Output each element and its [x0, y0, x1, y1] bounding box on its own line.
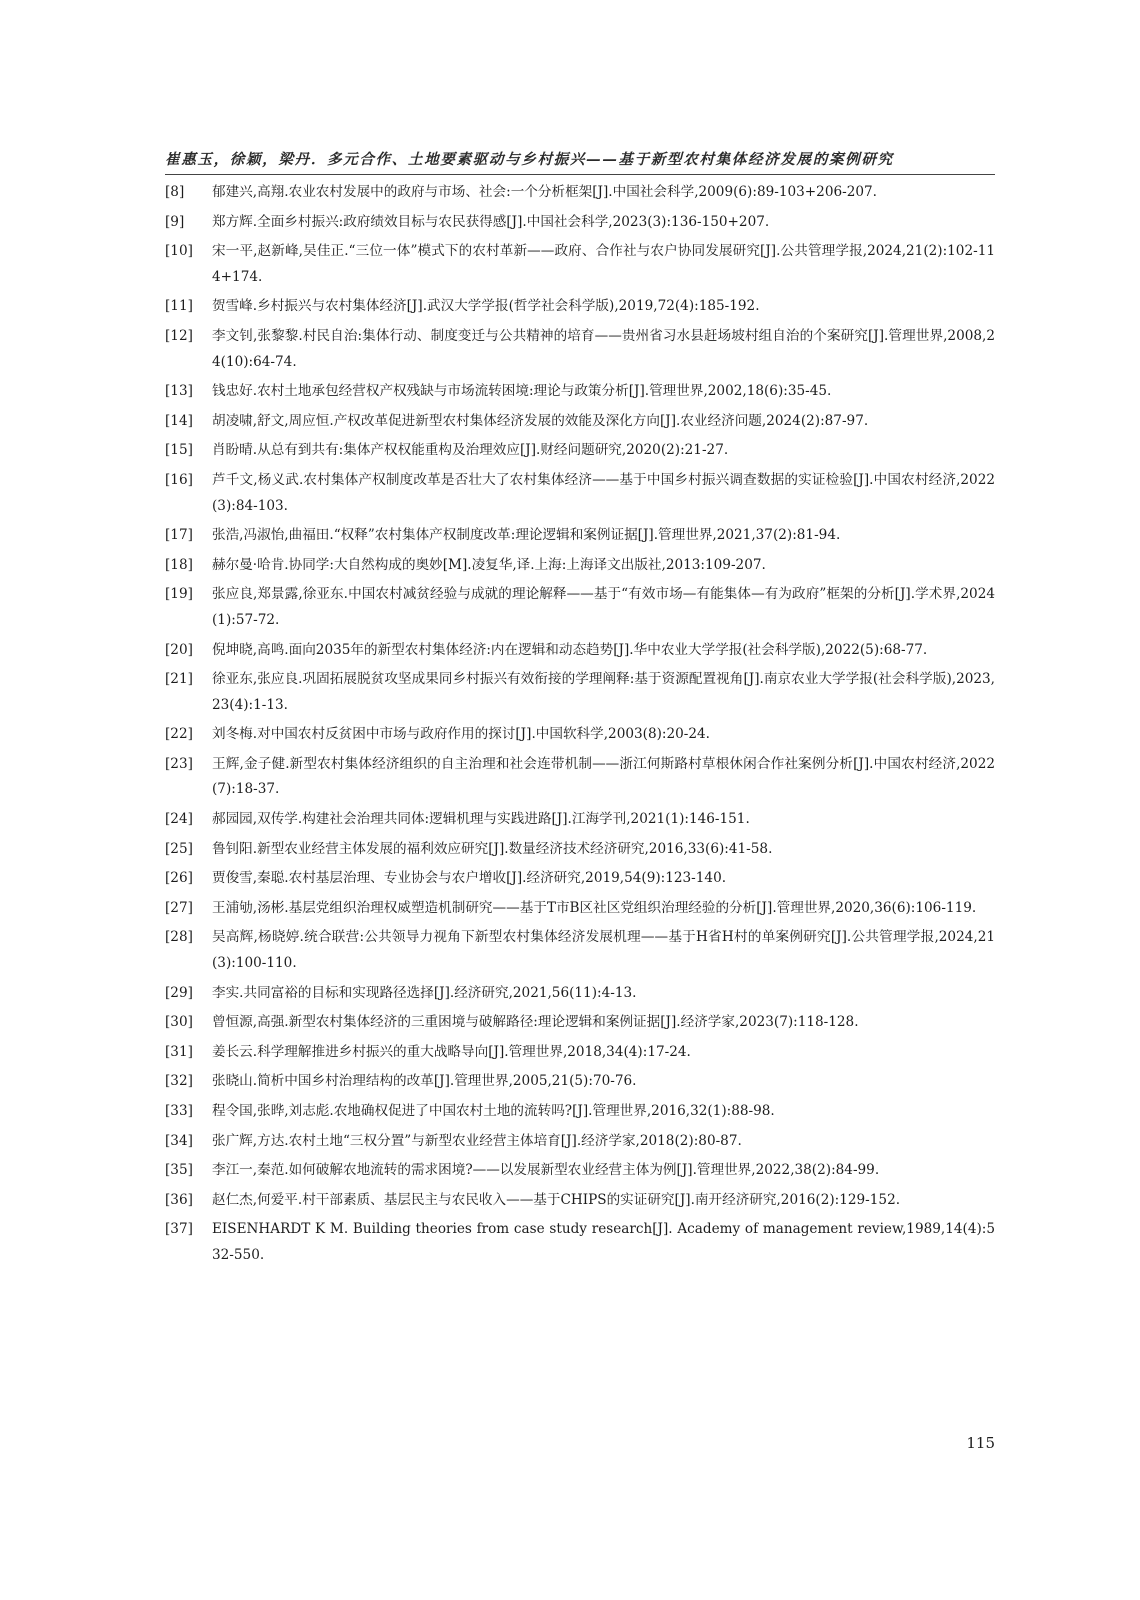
reference-text: 鲁钊阳.新型农业经营主体发展的福利效应研究[J].数量经济技术经济研究,2016,33(6):41-58. — [212, 840, 773, 857]
reference-item — [165, 438, 995, 464]
reference-text: 徐亚东,张应良.巩固拓展脱贫攻坚成果同乡村振兴有效衔接的学理阐释:基于资源配置视角[J].南京农业大学学报(社会科学版),2023,23(4):1-13. — [212, 671, 995, 713]
reference-number: [26] — [165, 870, 193, 887]
reference-number: [31] — [165, 1043, 193, 1060]
reference-text: 宋一平,赵新峰,吴佳正.“三位一体”模式下的农村革新——政府、合作社与农户协同发展研究[J].公共管理学报,2024,21(2):102-114+174. — [212, 243, 995, 285]
reference-item — [165, 667, 995, 718]
reference-text: EISENHARDT K M. Building theories from case study research[J]. Academy of management review,1989,14(4):532-550. — [212, 1221, 995, 1263]
reference-text: 贾俊雪,秦聪.农村基层治理、专业协会与农户增收[J].经济研究,2019,54(9):123-140. — [212, 870, 727, 887]
reference-number: [37] — [165, 1221, 193, 1238]
reference-number: [22] — [165, 726, 193, 743]
reference-number: [36] — [165, 1191, 193, 1208]
reference-number: [28] — [165, 929, 193, 946]
reference-number: [35] — [165, 1162, 193, 1179]
reference-item — [165, 1069, 995, 1095]
reference-text: 姜长云.科学理解推进乡村振兴的重大战略导向[J].管理世界,2018,34(4):17-24. — [212, 1043, 691, 1060]
reference-text: 王辉,金子健.新型农村集体经济组织的自主治理和社会连带机制——浙江何斯路村草根休闲合作社案例分析[J].中国农村经济,2022(7):18-37. — [212, 755, 995, 798]
reference-text: 李实.共同富裕的目标和实现路径选择[J].经济研究,2021,56(11):4-13. — [212, 984, 637, 1001]
reference-item — [165, 638, 995, 664]
reference-item — [165, 896, 995, 922]
reference-text: 张广辉,方达.农村土地“三权分置”与新型农业经营主体培育[J].经济学家,2018(2):80-87. — [212, 1132, 742, 1149]
reference-text: 赫尔曼·哈肯.协同学:大自然构成的奥妙[M].凌复华,译.上海:上海译文出版社,2013:109-207. — [212, 556, 766, 573]
reference-number: [25] — [165, 840, 193, 857]
reference-number: [14] — [165, 412, 193, 429]
reference-item — [165, 722, 995, 748]
reference-number: [19] — [165, 586, 193, 603]
reference-item — [165, 210, 995, 236]
reference-item — [165, 925, 995, 976]
reference-item — [165, 553, 995, 579]
reference-text: 李江一,秦范.如何破解农地流转的需求困境?——以发展新型农业经营主体为例[J].管理世界,2022,38(2):84-99. — [212, 1162, 880, 1179]
reference-number: [29] — [165, 984, 193, 1001]
reference-number: [27] — [165, 899, 193, 916]
reference-number: [8] — [165, 184, 185, 200]
reference-text: 王浦劬,汤彬.基层党组织治理权威塑造机制研究——基于T市B区社区党组织治理经验的分析[J].管理世界,2020,36(6):106-119. — [212, 899, 977, 916]
reference-number: [20] — [165, 641, 193, 658]
reference-item — [165, 1129, 995, 1155]
reference-item — [165, 837, 995, 863]
reference-item — [165, 409, 995, 435]
reference-number: [15] — [165, 442, 193, 459]
reference-text: 倪坤晓,高鸣.面向2035年的新型农村集体经济:内在逻辑和动态趋势[J].华中农业大学学报(社会科学版),2022(5):68-77. — [212, 641, 928, 658]
reference-text: 钱忠好.农村土地承包经营权产权残缺与市场流转困境:理论与政策分析[J].管理世界,2002,18(6):35-45. — [212, 383, 832, 400]
reference-text: 郑方辉.全面乡村振兴:政府绩效目标与农民获得感[J].中国社会科学,2023(3):136-150+207. — [212, 213, 770, 230]
reference-text: 张应良,郑景露,徐亚东.中国农村减贫经验与成就的理论解释——基于“有效市场—有能集体—有为政府”框架的分析[J].学术界,2024(1):57-72. — [212, 586, 995, 628]
reference-text: 胡凌啸,舒文,周应恒.产权改革促进新型农村集体经济发展的效能及深化方向[J].农业经济问题,2024(2):87-97. — [212, 412, 869, 429]
reference-text: 郁建兴,高翔.农业农村发展中的政府与市场、社会:一个分析框架[J].中国社会科学,2009(6):89-103+206-207. — [212, 184, 877, 200]
running-header: 崔惠玉，徐颖，梁丹．多元合作、土地要素驱动与乡村振兴——基于新型农村集体经济发展的案例研究 — [165, 151, 894, 168]
reference-item — [165, 1188, 995, 1214]
reference-number: [21] — [165, 671, 193, 688]
reference-number: [13] — [165, 383, 193, 400]
reference-number: [23] — [165, 755, 193, 772]
reference-text: 赵仁杰,何爱平.村干部素质、基层民主与农民收入——基于CHIPS的实证研究[J].南开经济研究,2016(2):129-152. — [212, 1191, 901, 1208]
reference-text: 肖盼晴.从总有到共有:集体产权权能重构及治理效应[J].财经问题研究,2020(2):21-27. — [212, 442, 729, 459]
reference-item — [165, 752, 995, 803]
reference-text: 郝园园,双传学.构建社会治理共同体:逻辑机理与实践进路[J].江海学刊,2021(1):146-151. — [212, 811, 750, 828]
reference-item — [165, 1010, 995, 1036]
reference-item — [165, 468, 995, 519]
reference-number: [30] — [165, 1014, 193, 1031]
reference-number: [24] — [165, 811, 193, 828]
reference-text: 程令国,张晔,刘志彪.农地确权促进了中国农村土地的流转吗?[J].管理世界,2016,32(1):88-98. — [212, 1103, 775, 1119]
reference-item — [165, 807, 995, 833]
reference-number: [9] — [165, 213, 185, 230]
reference-item — [165, 1158, 995, 1184]
reference-item — [165, 582, 995, 633]
reference-number: [34] — [165, 1132, 193, 1149]
reference-text: 张晓山.简析中国乡村治理结构的改革[J].管理世界,2005,21(5):70-76. — [212, 1073, 637, 1090]
reference-item — [165, 379, 995, 405]
reference-text: 刘冬梅.对中国农村反贫困中市场与政府作用的探讨[J].中国软科学,2003(8):20-24. — [212, 726, 710, 743]
reference-number: [33] — [165, 1103, 193, 1119]
reference-number: [10] — [165, 243, 193, 260]
reference-list — [165, 180, 995, 1273]
reference-item — [165, 239, 995, 290]
reference-text: 李文钊,张黎黎.村民自治:集体行动、制度变迁与公共精神的培育——贵州省习水县赶场坡村组自治的个案研究[J].管理世界,2008,24(10):64-74. — [212, 327, 995, 370]
reference-item — [165, 866, 995, 892]
reference-number: [32] — [165, 1073, 193, 1090]
reference-item — [165, 324, 995, 375]
reference-text: 曾恒源,高强.新型农村集体经济的三重困境与破解路径:理论逻辑和案例证据[J].经济学家,2023(7):118-128. — [212, 1014, 859, 1031]
reference-number: [18] — [165, 556, 193, 573]
reference-item — [165, 1040, 995, 1066]
reference-number: [12] — [165, 327, 193, 344]
reference-item — [165, 294, 995, 320]
reference-text: 贺雪峰.乡村振兴与农村集体经济[J].武汉大学学报(哲学社会科学版),2019,72(4):185-192. — [212, 298, 760, 315]
reference-number: [17] — [165, 527, 193, 544]
reference-text: 吴高辉,杨晓婷.统合联营:公共领导力视角下新型农村集体经济发展机理——基于H省H村的单案例研究[J].公共管理学报,2024,21(3):100-110. — [212, 929, 995, 972]
page-number: 115 — [966, 1434, 995, 1452]
reference-item — [165, 1217, 995, 1268]
reference-item — [165, 1099, 995, 1125]
reference-text: 芦千文,杨义武.农村集体产权制度改革是否壮大了农村集体经济——基于中国乡村振兴调查数据的实证检验[J].中国农村经济,2022(3):84-103. — [212, 471, 995, 514]
reference-number: [16] — [165, 471, 193, 488]
reference-item — [165, 180, 995, 206]
reference-item — [165, 523, 995, 549]
header-rule — [165, 174, 995, 175]
reference-text: 张浩,冯淑怡,曲福田.“权释”农村集体产权制度改革:理论逻辑和案例证据[J].管理世界,2021,37(2):81-94. — [212, 527, 841, 544]
reference-item — [165, 981, 995, 1007]
reference-number: [11] — [165, 298, 193, 315]
